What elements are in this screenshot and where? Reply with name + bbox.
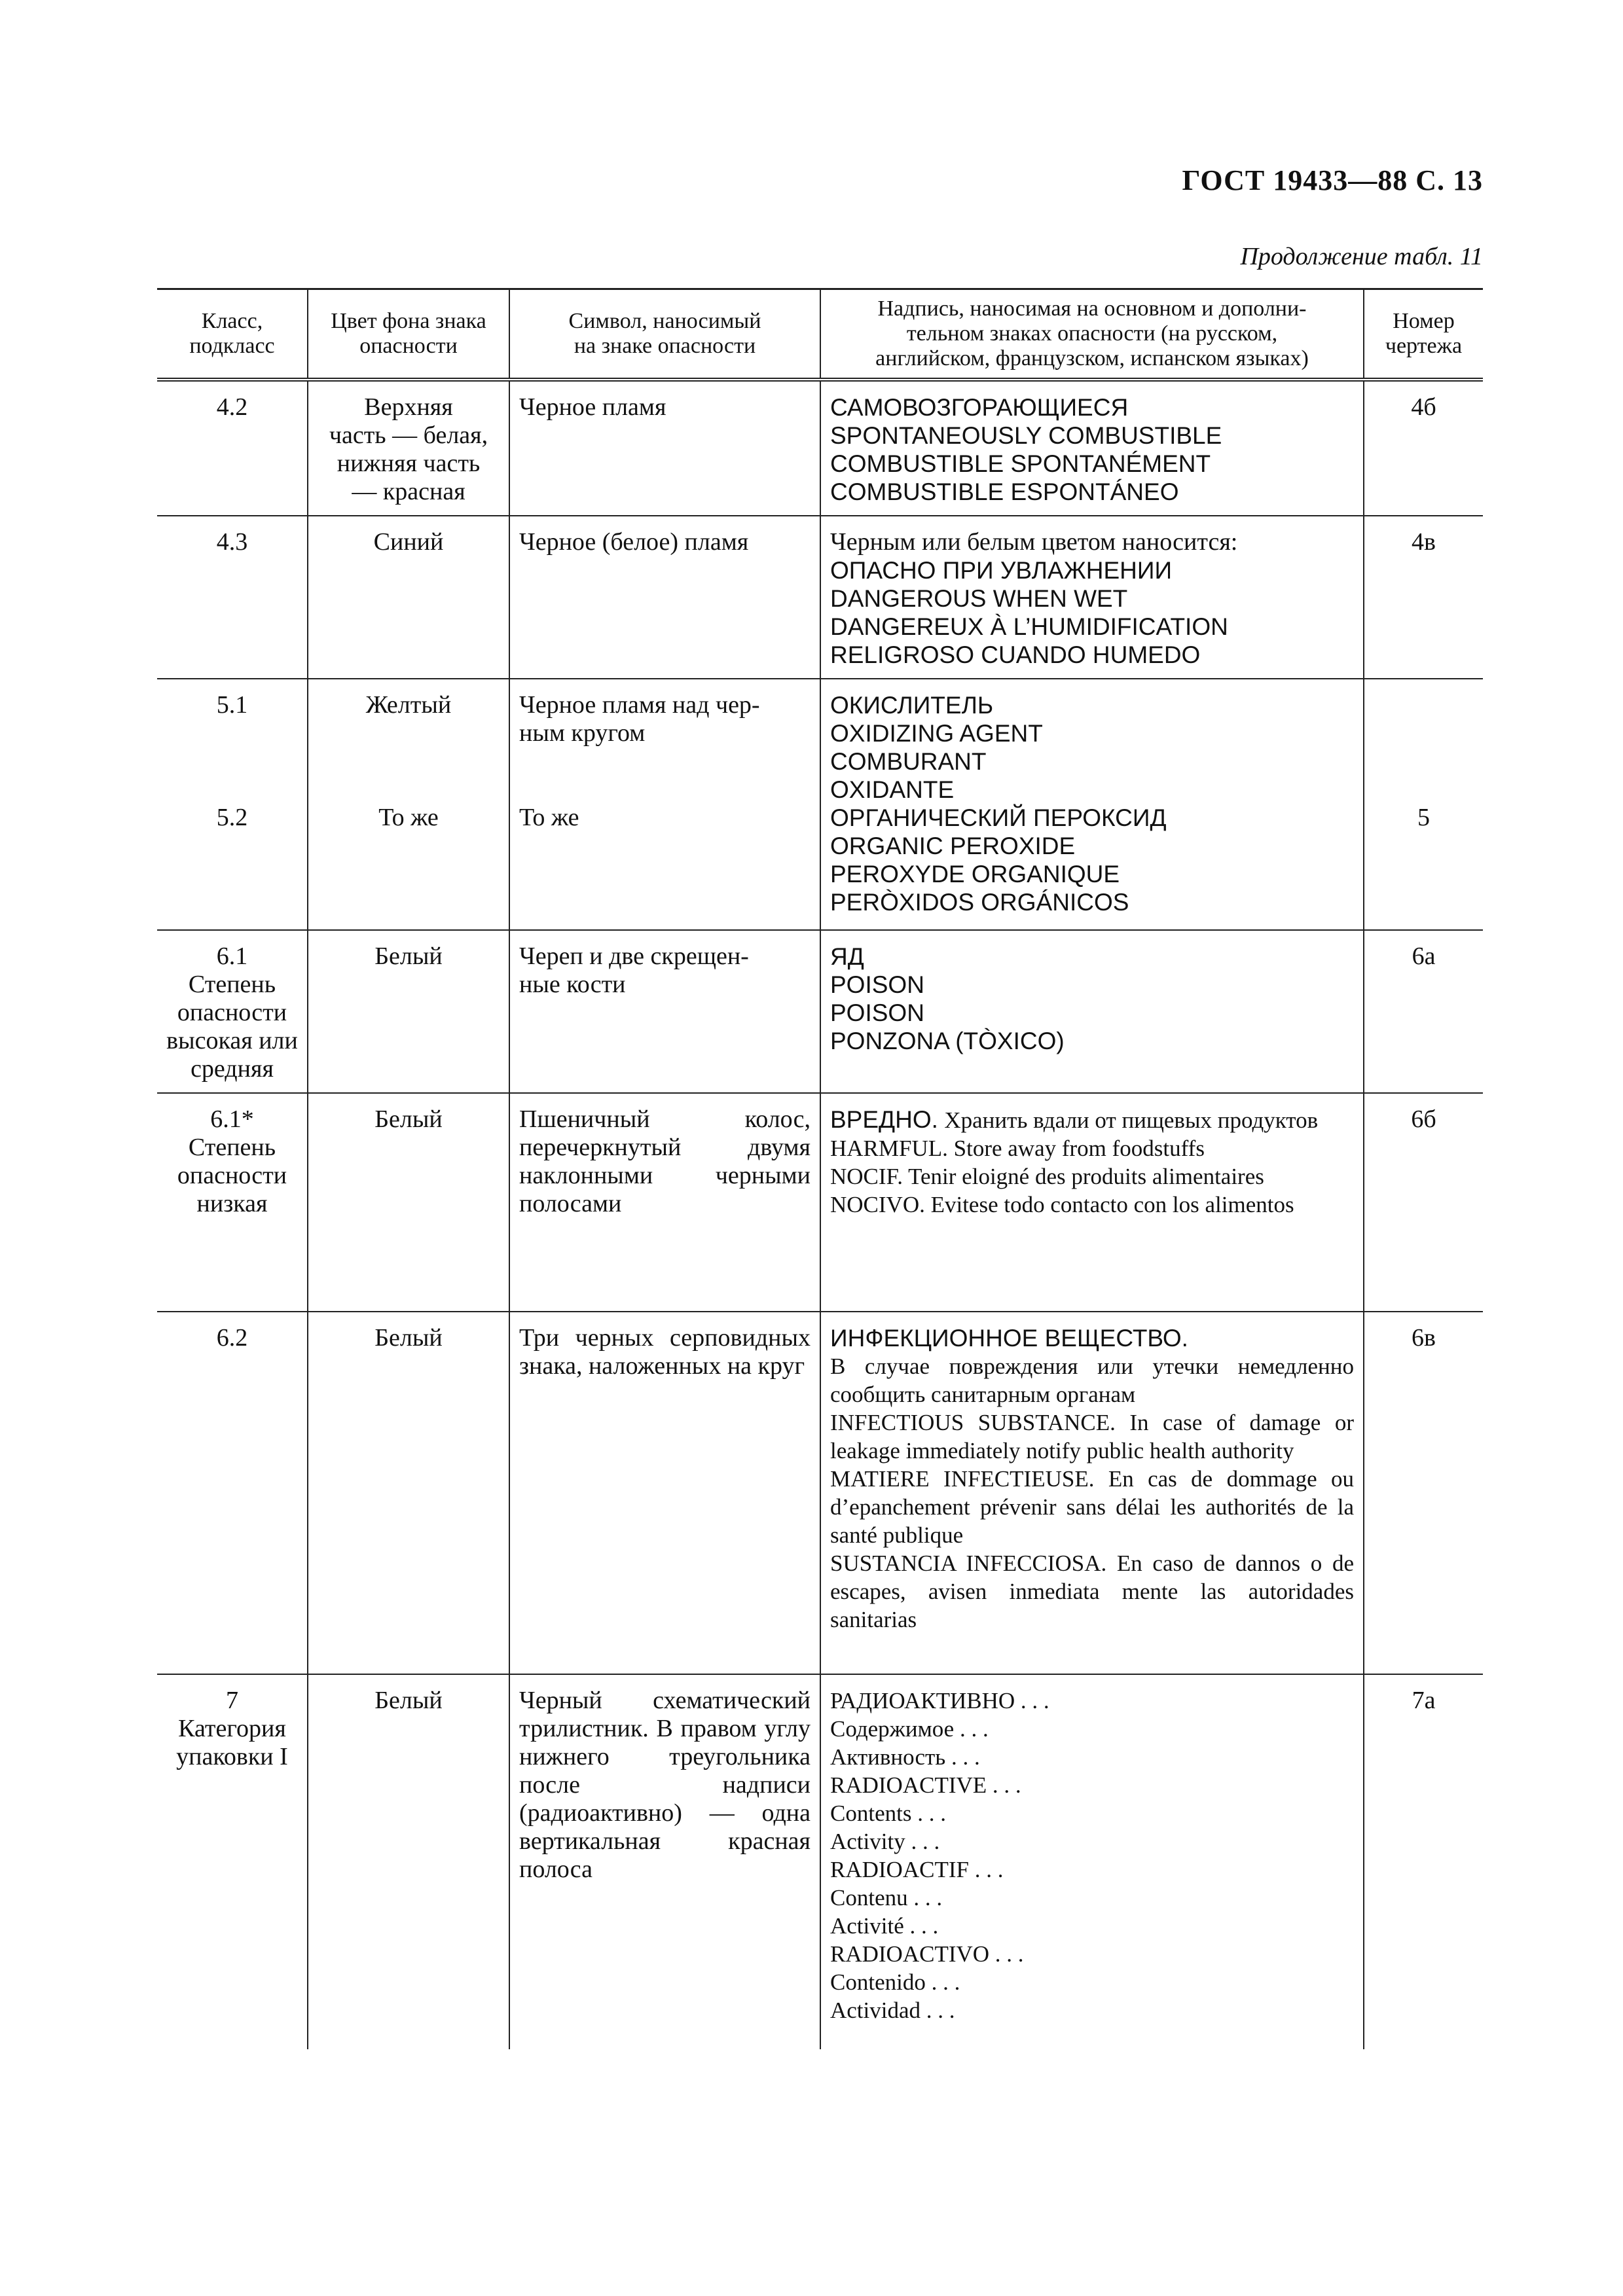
column-header-inscription: Надпись, наносимая на основном и дополни- тельном знаках опасности (на русском, английском, французском, испанском языках) [820, 289, 1364, 380]
table-row [157, 930, 1483, 1093]
symbol-cell: Пшеничный колос, перечеркнутый двумя наклонными черными полосами [509, 1093, 820, 1312]
column-header-symbol: Символ, наносимый на знаке опасности [509, 289, 820, 380]
drawing-cell: 4в [1364, 516, 1483, 679]
table-row [157, 1093, 1483, 1312]
inscription-cell: ЯД POISON POISON PONZONA (TÒXICO) [820, 930, 1364, 1093]
symbol-cell: Черный схематический трилистник. В правом углу нижнего треугольника после надписи (радиоактивно) — одна вертикальная красная полоса [509, 1674, 820, 2049]
symbol-cell: Череп и две скрещен- ные кости [509, 930, 820, 1093]
drawing-cell: 4б [1364, 380, 1483, 516]
table-row [157, 679, 1483, 930]
color-cell: Белый [308, 1674, 509, 2049]
class-cell: 4.3 [157, 516, 308, 679]
drawing-cell: 6в [1364, 1312, 1483, 1674]
table-row [157, 516, 1483, 679]
class-cell: 6.1* Степень опасности низкая [157, 1093, 308, 1312]
color-cell: Белый [308, 1312, 509, 1674]
inscription-lead: ИНФЕКЦИОННОЕ ВЕЩЕСТВО. [830, 1325, 1188, 1352]
color-cell: Синий [308, 516, 509, 679]
symbol-cell: Черное пламя над чер- ным кругом То же [509, 679, 820, 930]
inscription-lead: ВРЕДНО. [830, 1106, 938, 1133]
symbol-cell: Черное (белое) пламя [509, 516, 820, 679]
inscription-text: Хранить вдали от пищевых продуктов HARMFUL. Store away from foodstuffs NOCIF. Tenir eloigné des produits alimentaires NOCIVO. Evitese todo contacto con los alimentos [830, 1107, 1319, 1217]
color-cell: Белый [308, 930, 509, 1093]
color-cell: Верхняя часть — белая, нижняя часть — красная [308, 380, 509, 516]
drawing-cell: 5 [1364, 679, 1483, 930]
table-row [157, 1312, 1483, 1674]
hazard-signs-table [157, 288, 1483, 2049]
inscription-cell: САМОВОЗГОРАЮЩИЕСЯ SPONTANEOUSLY COMBUSTIBLE COMBUSTIBLE SPONTANÉMENT COMBUSTIBLE ESPONTÁNEO [820, 380, 1364, 516]
inscription-text: В случае повреждения или утечки немедленно сообщить санитарным органам INFECTIOUS SUBSTANCE. In case of damage or leakage immediately notify public health authority MATIERE INFECTIEUSE. En cas de dommage ou d’epanchement prévenir sans délai les authorités de la santé publique SUSTANCIA INFECCIOSA. En caso de dannos o de escapes, avisen inmediata mente las autoridades sanitarias [830, 1354, 1354, 1632]
inscription-cell: ОКИСЛИТЕЛЬ OXIDIZING AGENT COMBURANT OXIDANTE ОРГАНИЧЕСКИЙ ПЕРОКСИД ORGANIC PEROXIDE PEROXYDE ORGANIQUE PERÒXIDOS ORGÁNICOS [820, 679, 1364, 930]
color-cell: Белый [308, 1093, 509, 1312]
class-cell: 5.1 5.2 [157, 679, 308, 930]
inscription-cell: РАДИОАКТИВНО . . . Содержимое . . . Активность . . . RADIOACTIVE . . . Contents . . . Activity . . . RADIOACTIF . . . Contenu . . . Activité . . . RADIOACTIVO . . . Contenido . . . Actividad . . . [820, 1674, 1364, 2049]
symbol-cell: Черное пламя [509, 380, 820, 516]
class-cell: 4.2 [157, 380, 308, 516]
inscription-cell [820, 516, 1364, 679]
class-cell: 6.2 [157, 1312, 308, 1674]
column-header-background-color: Цвет фона знака опасности [308, 289, 509, 380]
column-header-class: Класс, подкласс [157, 289, 308, 380]
table-row [157, 1674, 1483, 2049]
symbol-cell: Три черных серповидных знака, наложенных на круг [509, 1312, 820, 1674]
inscription-text: ОПАСНО ПРИ УВЛАЖНЕНИИ DANGEROUS WHEN WET DANGEREUX À L’HUMIDIFICATION RELIGROSO CUANDO HUMEDO [830, 557, 1228, 668]
inscription-cell [820, 1312, 1364, 1674]
column-header-drawing-number: Номер чертежа [1364, 289, 1483, 380]
drawing-cell: 6а [1364, 930, 1483, 1093]
inscription-note: Черным или белым цветом наносится: [830, 528, 1238, 556]
drawing-cell: 7а [1364, 1674, 1483, 2049]
table-header-row [157, 289, 1483, 380]
class-cell: 7 Категория упаковки I [176, 1687, 288, 1770]
inscription-cell [820, 1093, 1364, 1312]
drawing-cell: 6б [1364, 1093, 1483, 1312]
table-continuation-label: Продолжение табл. 11 [1240, 243, 1483, 270]
table-row [157, 380, 1483, 516]
document-title: ГОСТ 19433—88 С. 13 [1182, 164, 1483, 196]
class-cell: 6.1 Степень опасности высокая или средняя [157, 930, 308, 1093]
color-cell: Желтый То же [308, 679, 509, 930]
